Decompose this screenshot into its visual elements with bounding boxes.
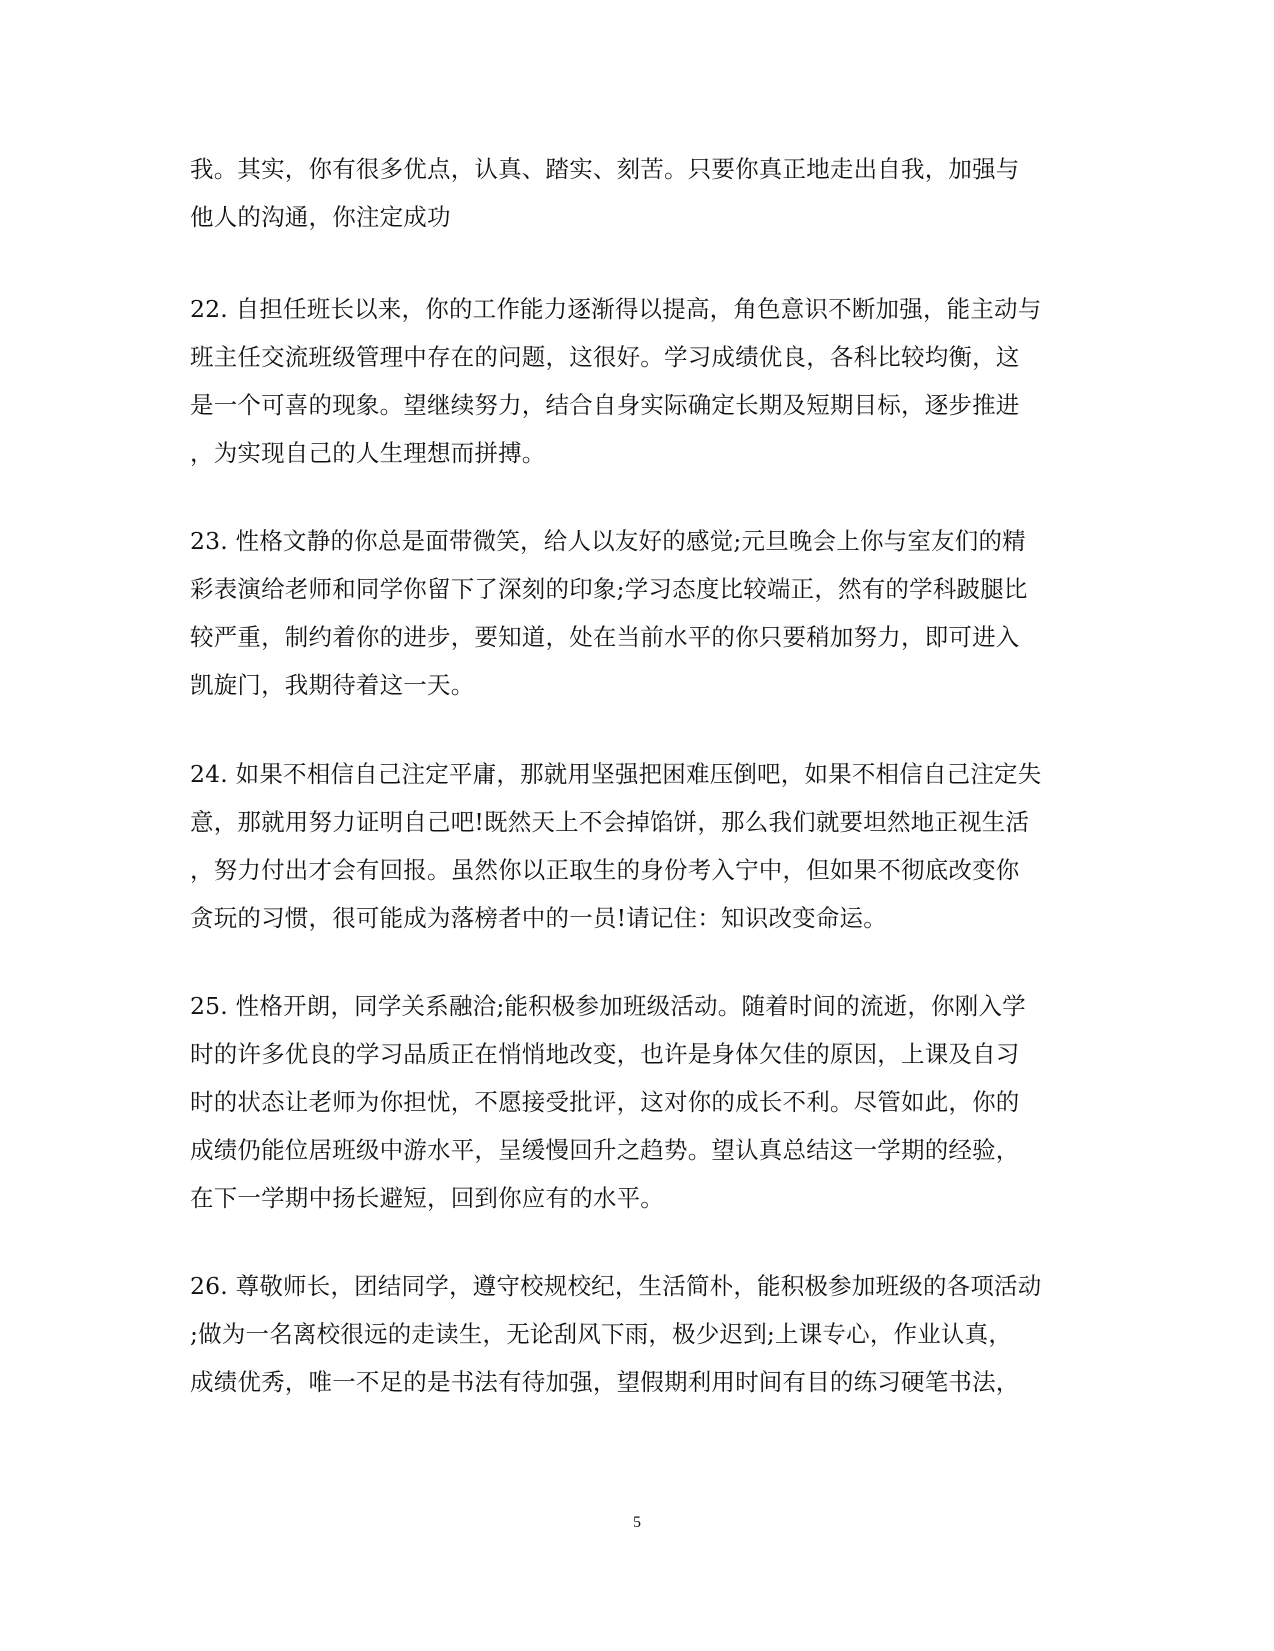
text-line: 25. 性格开朗，同学关系融洽;能积极参加班级活动。随着时间的流逝，你刚入学 (190, 992, 1026, 1020)
text-line: ，努力付出才会有回报。虽然你以正取生的身份考入宁中，但如果不彻底改变你 (190, 856, 1020, 884)
paragraph-25 (190, 982, 1090, 1222)
paragraph-26 (190, 1262, 1090, 1406)
text-line: 24. 如果不相信自己注定平庸，那就用坚强把困难压倒吧，如果不相信自己注定失 (190, 760, 1042, 788)
text-line: 23. 性格文静的你总是面带微笑，给人以友好的感觉;元旦晚会上你与室友们的精 (190, 527, 1026, 555)
page-number: 5 (633, 1514, 641, 1531)
text-line: 班主任交流班级管理中存在的问题，这很好。学习成绩优良，各科比较均衡，这 (190, 343, 1020, 371)
text-line: 成绩优秀，唯一不足的是书法有待加强，望假期利用时间有目的练习硬笔书法， (190, 1368, 1020, 1396)
text-line: 凯旋门，我期待着这一天。 (190, 671, 475, 699)
text-line: ;做为一名离校很远的走读生，无论刮风下雨，极少迟到;上课专心，作业认真， (190, 1320, 1013, 1348)
text-line: 22. 自担任班长以来，你的工作能力逐渐得以提高，角色意识不断加强，能主动与 (190, 295, 1042, 323)
text-line: 时的状态让老师为你担忧，不愿接受批评，这对你的成长不利。尽管如此，你的 (190, 1088, 1020, 1116)
text-line: 较严重，制约着你的进步，要知道，处在当前水平的你只要稍加努力，即可进入 (190, 623, 1020, 651)
text-line: 他人的沟通，你注定成功 (190, 203, 451, 231)
text-line: 是一个可喜的现象。望继续努力，结合自身实际确定长期及短期目标，逐步推进 (190, 391, 1020, 419)
text-line: 彩表演给老师和同学你留下了深刻的印象;学习态度比较端正，然有的学科跛腿比 (190, 575, 1028, 603)
text-line: 贪玩的习惯，很可能成为落榜者中的一员!请记住：知识改变命运。 (190, 904, 887, 932)
text-line: 我。其实，你有很多优点，认真、踏实、刻苦。只要你真正地走出自我，加强与 (190, 155, 1020, 183)
paragraph-22 (190, 285, 1090, 477)
paragraph-continued (190, 145, 1090, 241)
text-line: 成绩仍能位居班级中游水平，呈缓慢回升之趋势。望认真总结这一学期的经验， (190, 1136, 1020, 1164)
text-line: 时的许多优良的学习品质正在悄悄地改变，也许是身体欠佳的原因，上课及自习 (190, 1040, 1020, 1068)
paragraph-24 (190, 750, 1090, 942)
text-line: 意，那就用努力证明自己吧!既然天上不会掉馅饼，那么我们就要坦然地正视生活 (190, 808, 1030, 836)
text-line: ，为实现自己的人生理想而拼搏。 (190, 439, 546, 467)
text-line: 26. 尊敬师长，团结同学，遵守校规校纪，生活简朴，能积极参加班级的各项活动 (190, 1272, 1042, 1300)
text-line: 在下一学期中扬长避短，回到你应有的水平。 (190, 1184, 664, 1212)
paragraph-23 (190, 517, 1090, 709)
